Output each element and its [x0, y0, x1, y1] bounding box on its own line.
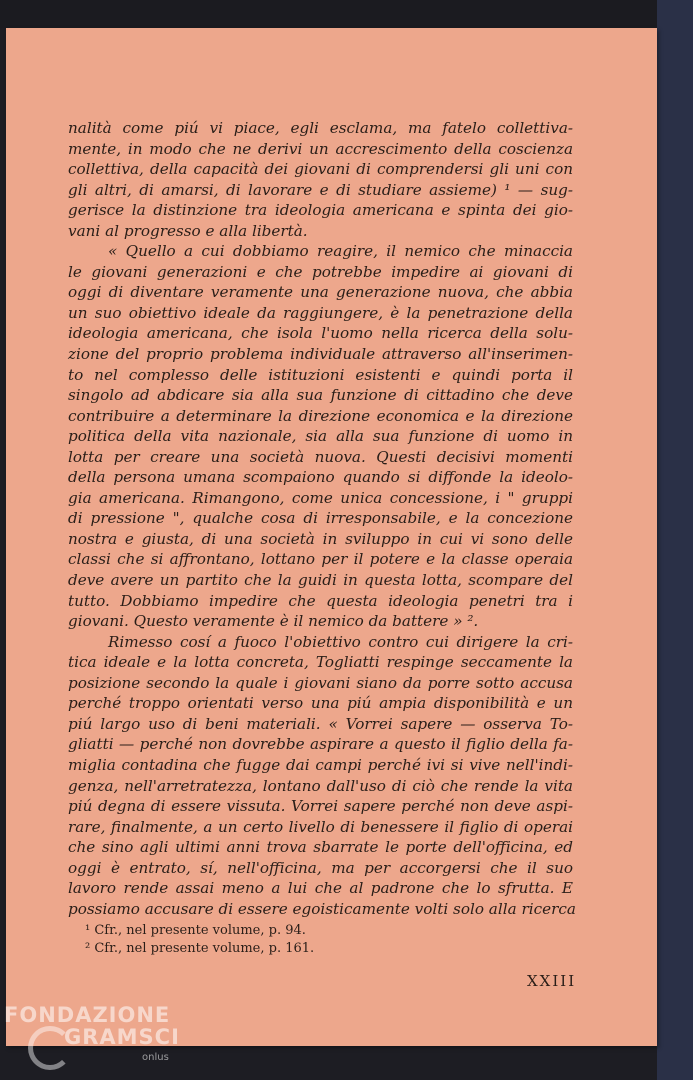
text-line: zione del proprio problema individuale attraverso all'inserimen- — [68, 345, 573, 364]
text-line: oggi di diventare veramente una generazione nuova, che abbia — [68, 283, 573, 302]
text-line: posizione secondo la quale i giovani siano da porre sotto accusa — [68, 673, 573, 692]
footnote: ² Cfr., nel presente volume, p. 161. — [85, 941, 315, 956]
footnote: ¹ Cfr., nel presente volume, p. 94. — [85, 923, 306, 938]
text-line: nostra e giusta, di una società in sviluppo in cui vi sono delle — [68, 529, 573, 548]
text-line: di pressione ", qualche cosa di irresponsabile, e la concezione — [68, 509, 573, 528]
text-line: tica ideale e la lotta concreta, Togliatti respinge seccamente la — [68, 653, 573, 672]
text-line: gerisce la distinzione tra ideologia americana e spinta dei gio- — [68, 201, 573, 220]
text-line: ideologia americana, che isola l'uomo nella ricerca della solu- — [68, 324, 573, 343]
text-line: giovani. Questo veramente è il nemico da battere » ². — [68, 612, 479, 631]
scan-background-right — [657, 0, 693, 1080]
text-line: collettiva, della capacità dei giovani di comprendersi gli uni con — [68, 160, 573, 179]
text-line: contribuire a determinare la direzione economica e la direzione — [68, 406, 573, 425]
text-line: deve avere un partito che la guidi in questa lotta, scompare del — [68, 571, 573, 590]
text-line: gli altri, di amarsi, di lavorare e di studiare assieme) ¹ — sug- — [68, 180, 573, 199]
text-line: che sino agli ultimi anni trova sbarrate le porte dell'officina, ed — [68, 838, 573, 857]
text-line: miglia contadina che fugge dai campi perché ivi si vive nell'indi- — [68, 755, 573, 774]
text-line: lotta per creare una società nuova. Questi decisivi momenti — [68, 447, 573, 466]
text-line: genza, nell'arretratezza, lontano dall'uso di ciò che rende la vita — [68, 776, 573, 795]
text-line: oggi è entrato, sí, nell'officina, ma per accorgersi che il suo — [68, 858, 573, 877]
text-line: Rimesso cosí a fuoco l'obiettivo contro cui dirigere la cri- — [108, 632, 573, 651]
text-line: della persona umana scompaiono quando si diffonde la ideolo- — [68, 468, 573, 487]
text-line: perché troppo orientati verso una piú ampia disponibilità e un — [68, 694, 573, 713]
scan-background-top — [0, 0, 693, 28]
text-line: lavoro rende assai meno a lui che al padrone che lo sfrutta. E — [68, 879, 573, 898]
text-line: classi che si affrontano, lottano per il potere e la classe operaia — [68, 550, 573, 569]
text-line: piú largo uso di beni materiali. « Vorrei sapere — osserva To- — [68, 714, 573, 733]
text-line: gia americana. Rimangono, come unica concessione, i " gruppi — [68, 488, 573, 507]
text-line: mente, in modo che ne derivi un accrescimento della coscienza — [68, 139, 573, 158]
text-line: politica della vita nazionale, sia alla sua funzione di uomo in — [68, 427, 573, 446]
watermark-line1: FONDAZIONE — [4, 1003, 171, 1027]
body-text — [68, 118, 576, 919]
text-line: vani al progresso e alla libertà. — [68, 221, 308, 240]
text-line: un suo obiettivo ideale da raggiungere, è la penetrazione della — [68, 303, 573, 322]
text-line: possiamo accusare di essere egoisticamente volti solo alla ricerca — [68, 899, 576, 918]
text-line: nalità come piú vi piace, egli esclama, ma fatelo collettiva- — [68, 119, 573, 137]
watermark — [4, 1004, 180, 1048]
text-line: tutto. Dobbiamo impedire che questa ideologia penetri tra i — [68, 591, 573, 610]
footnotes — [85, 922, 314, 958]
watermark-suffix: onlus — [142, 1052, 169, 1063]
text-line: to nel complesso delle istituzioni esistenti e quindi porta il — [68, 365, 573, 384]
page-number: XXIII — [527, 972, 577, 990]
text-line: rare, finalmente, a un certo livello di benessere il figlio di operai — [68, 817, 573, 836]
text-line: « Quello a cui dobbiamo reagire, il nemico che minaccia — [108, 242, 573, 261]
text-line: singolo ad abdicare sia alla sua funzione di cittadino che deve — [68, 386, 573, 405]
text-line: le giovani generazioni e che potrebbe impedire ai giovani di — [68, 262, 573, 281]
watermark-line2: GRAMSCI — [64, 1025, 180, 1049]
text-line: gliatti — perché non dovrebbe aspirare a questo il figlio della fa- — [68, 735, 573, 754]
text-line: piú degna di essere vissuta. Vorrei sapere perché non deve aspi- — [68, 797, 573, 816]
